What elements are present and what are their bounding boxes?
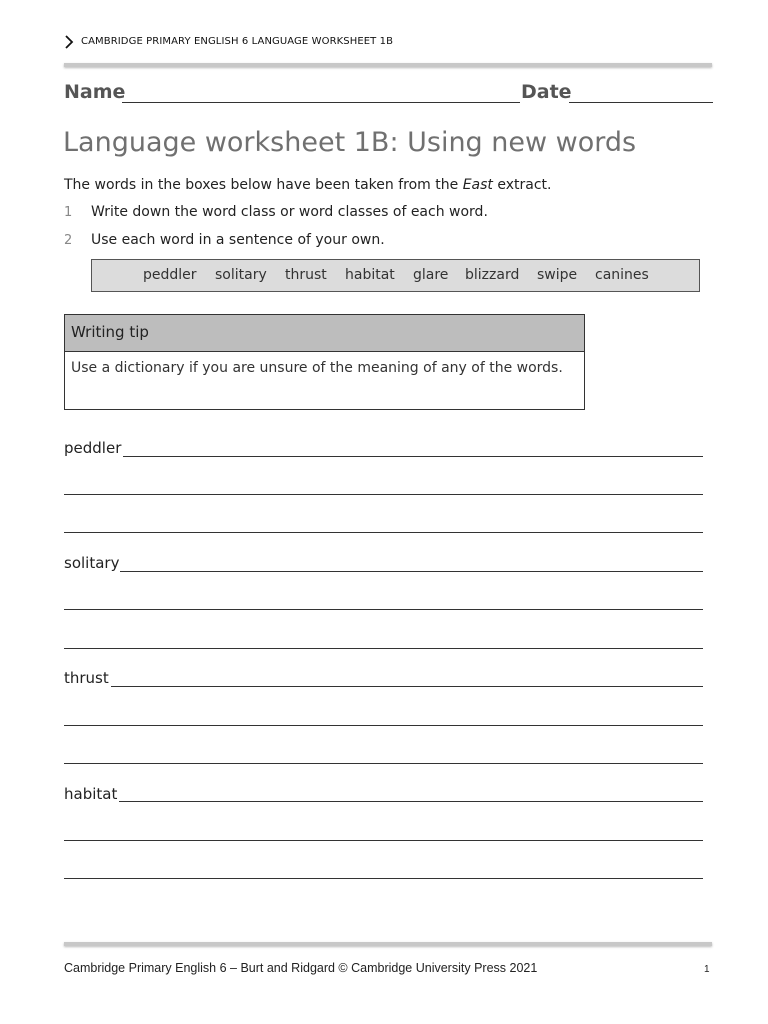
answer-line[interactable]: [64, 725, 703, 726]
word-box-item: glare: [413, 267, 449, 283]
answer-word-label: peddler: [64, 439, 122, 457]
answer-line[interactable]: [120, 571, 703, 572]
answer-line[interactable]: [64, 840, 703, 841]
footer-credit: Cambridge Primary English 6 – Burt and Ridgard © Cambridge University Press 2021: [64, 961, 538, 975]
word-box: [91, 259, 700, 292]
instruction-text: Use each word in a sentence of your own.: [91, 232, 385, 248]
running-header: CAMBRIDGE PRIMARY ENGLISH 6 LANGUAGE WORKSHEET 1B: [81, 36, 394, 47]
answer-line[interactable]: [64, 609, 703, 610]
intro-italic-east: East: [462, 177, 493, 193]
writing-tip-box: [64, 314, 585, 410]
answer-line[interactable]: [64, 763, 703, 764]
answer-line[interactable]: [119, 801, 703, 802]
date-line[interactable]: [569, 102, 713, 103]
instruction-1: [64, 204, 488, 220]
answer-word-label: solitary: [64, 554, 120, 572]
answer-word-label: habitat: [64, 785, 118, 803]
word-box-item: thrust: [285, 267, 327, 283]
page-number: 1: [704, 964, 710, 975]
footer-rule: [64, 942, 712, 946]
answer-line[interactable]: [64, 494, 703, 495]
answer-line[interactable]: [64, 532, 703, 533]
name-label: Name: [64, 81, 126, 103]
intro-text: The words in the boxes below have been taken from the East extract.: [64, 177, 552, 193]
page-title: Language worksheet 1B: Using new words: [63, 127, 637, 158]
instruction-2: [64, 232, 385, 248]
name-line[interactable]: [122, 102, 520, 103]
word-box-item: blizzard: [465, 267, 520, 283]
answer-line[interactable]: [123, 456, 703, 457]
instruction-number: 2: [64, 233, 73, 248]
answer-line[interactable]: [64, 878, 703, 879]
writing-tip-heading: Writing tip: [71, 323, 149, 341]
chevron-right-icon: [63, 34, 75, 50]
word-box-item: swipe: [537, 267, 578, 283]
header-rule: [64, 63, 712, 67]
word-box-item: canines: [595, 267, 649, 283]
answer-line[interactable]: [111, 686, 703, 687]
instruction-text: Write down the word class or word classes of each word.: [91, 204, 488, 220]
word-box-item: habitat: [345, 267, 395, 283]
answer-line[interactable]: [64, 648, 703, 649]
word-box-item: solitary: [215, 267, 267, 283]
word-box-item: peddler: [143, 267, 197, 283]
writing-tip-header: [65, 315, 584, 352]
instruction-number: 1: [64, 205, 73, 220]
answer-word-label: thrust: [64, 669, 109, 687]
date-label: Date: [521, 81, 572, 103]
writing-tip-body: Use a dictionary if you are unsure of the meaning of any of the words.: [71, 360, 563, 376]
